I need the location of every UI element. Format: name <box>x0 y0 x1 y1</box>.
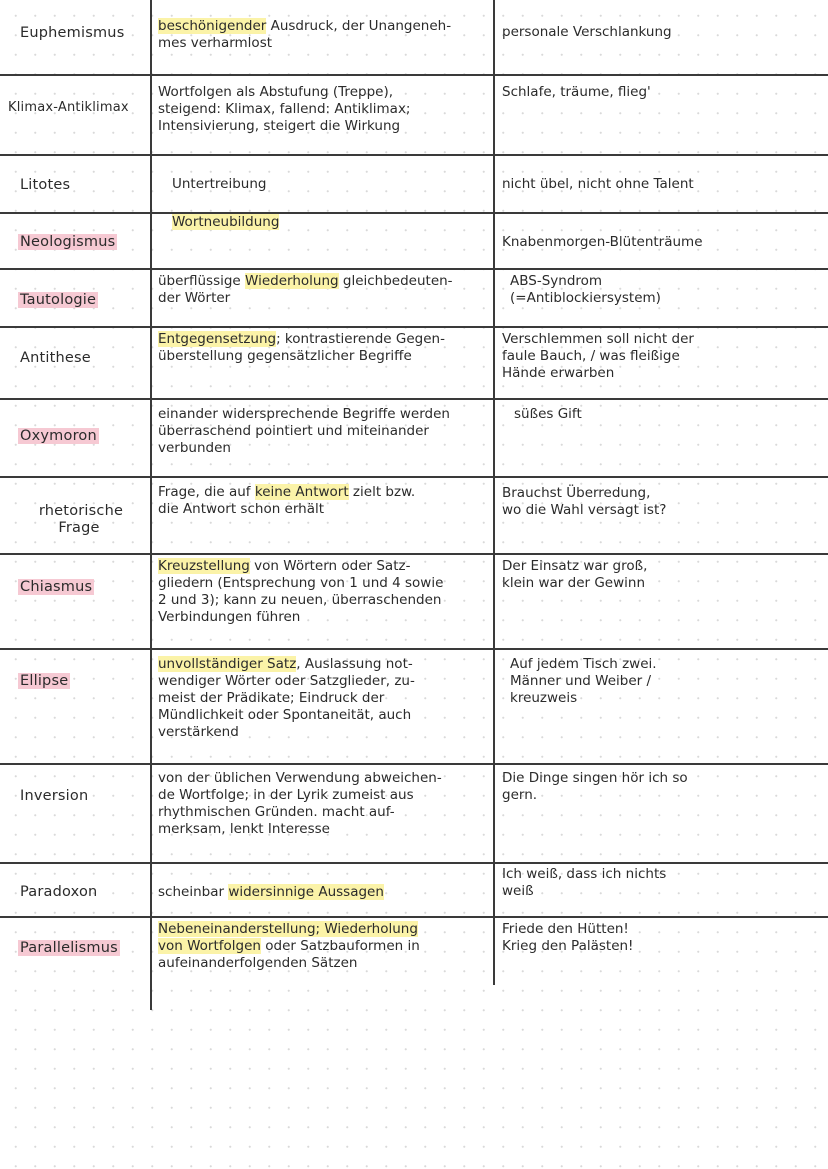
definition-highlight: Wortneubildung <box>172 214 280 230</box>
term-cell <box>18 234 152 251</box>
term-label: Chiasmus <box>20 579 93 595</box>
definition-highlight: Nebeneinanderstellung; Wiederholung von Wortfolgen <box>158 921 418 954</box>
definition-cell <box>158 656 492 741</box>
definition-text: zielt bzw. die Antwort schon erhält <box>158 484 416 517</box>
column-divider-2 <box>493 0 495 985</box>
definition-highlight: widersinnige Aussagen <box>228 884 384 900</box>
example-cell: Die Dinge singen hör ich so gern. <box>502 770 688 803</box>
definition-cell <box>158 331 492 365</box>
term-cell <box>18 673 152 690</box>
definition-cell <box>158 273 492 307</box>
term-cell <box>18 177 152 194</box>
term-label: Neologismus <box>20 234 116 250</box>
definition-highlight: Wiederholung <box>245 273 339 289</box>
term-label: Parallelismus <box>20 940 118 956</box>
term-cell <box>18 25 152 42</box>
example-cell: Ich weiß, dass ich nichts weiß <box>502 866 667 899</box>
definition-cell <box>158 18 492 52</box>
definition-cell: Wortfolgen als Abstufung (Treppe), steigend: Klimax, fallend: Antiklimax; Intensivierung, steigert die Wirkung <box>158 84 411 134</box>
example-cell: Der Einsatz war groß, klein war der Gewinn <box>502 558 648 591</box>
term-label: rhetorische Frage <box>38 503 124 536</box>
example-cell: Schlafe, träume, flieg' <box>502 84 651 100</box>
row-divider <box>0 476 828 478</box>
term-cell <box>18 940 152 957</box>
row-divider <box>0 916 828 918</box>
row-divider <box>0 74 828 76</box>
definition-highlight: Entgegensetzung <box>158 331 277 347</box>
example-cell: Knabenmorgen-Blütenträume <box>502 234 703 250</box>
definition-cell <box>172 214 506 231</box>
term-cell <box>6 99 156 116</box>
definition-text: , Auslassung not- wendiger Wörter oder Satzglieder, zu- meist der Prädikate; Eindruck der Mündlichkeit oder Spontaneität, auch verstärkend <box>158 656 415 740</box>
term-label: Litotes <box>20 177 71 193</box>
definition-cell <box>158 558 492 626</box>
term-cell <box>20 503 140 537</box>
example-cell: nicht übel, nicht ohne Talent <box>502 176 694 192</box>
definition-text-pre: Frage, die auf <box>158 484 255 500</box>
definition-text: gleichbedeuten- der Wörter <box>158 273 453 306</box>
definition-text: oder Satzbauformen in aufeinanderfolgenden Sätzen <box>158 938 420 971</box>
term-cell <box>18 350 152 367</box>
term-cell <box>18 292 152 309</box>
term-label: Euphemismus <box>20 25 125 41</box>
term-label: Inversion <box>20 788 89 804</box>
term-cell <box>18 884 152 901</box>
definition-cell: Untertreibung <box>172 176 267 192</box>
definition-highlight: unvollständiger Satz <box>158 656 297 672</box>
definition-text-pre: überflüssige <box>158 273 246 289</box>
term-label: Antithese <box>20 350 91 366</box>
definition-cell: von der üblichen Verwendung abweichen- de Wortfolge; in der Lyrik zumeist aus rhythmischen Gründen. macht auf- merksam, lenkt Interesse <box>158 770 442 837</box>
example-cell: Verschlemmen soll nicht der faule Bauch, / was fleißige Hände erwarben <box>502 331 694 381</box>
term-cell <box>18 428 152 445</box>
definition-highlight: Kreuzstellung <box>158 558 250 574</box>
example-cell: ABS-Syndrom (=Antiblockiersystem) <box>510 273 661 306</box>
definition-highlight: keine Antwort <box>254 484 349 500</box>
row-divider <box>0 553 828 555</box>
term-label: Tautologie <box>20 292 97 308</box>
term-label: Klimax-Antiklimax <box>8 100 129 115</box>
example-cell: Brauchst Überredung, wo die Wahl versagt ist? <box>502 485 667 518</box>
example-cell: süßes Gift <box>514 406 582 422</box>
term-label: Oxymoron <box>20 428 97 444</box>
row-divider <box>0 648 828 650</box>
example-cell: Friede den Hütten! Krieg den Palästen! <box>502 921 634 954</box>
example-cell: personale Verschlankung <box>502 24 672 40</box>
row-divider <box>0 326 828 328</box>
row-divider <box>0 268 828 270</box>
term-label: Paradoxon <box>20 884 98 900</box>
definition-cell: einander widersprechende Begriffe werden überraschend pointiert und miteinander verbunden <box>158 406 450 456</box>
definition-highlight: beschönigender <box>158 18 267 34</box>
example-cell: Auf jedem Tisch zwei. Männer und Weiber / kreuzweis <box>510 656 657 706</box>
column-divider-1 <box>150 0 152 1010</box>
row-divider <box>0 862 828 864</box>
definition-text: ; kontrastierende Gegen- überstellung gegensätzlicher Begriffe <box>158 331 445 364</box>
term-cell <box>18 788 152 805</box>
definition-text-pre: scheinbar <box>158 884 229 900</box>
definition-text: Ausdruck, der Unangeneh- mes verharmlost <box>158 18 452 51</box>
row-divider <box>0 398 828 400</box>
row-divider <box>0 154 828 156</box>
term-label: Ellipse <box>20 673 69 689</box>
term-cell <box>18 579 152 596</box>
definition-cell <box>158 921 492 972</box>
definition-cell <box>158 484 492 518</box>
definition-cell <box>158 884 492 901</box>
row-divider <box>0 763 828 765</box>
definition-text: von Wörtern oder Satz- gliedern (Entsprechung von 1 und 4 sowie 2 und 3); kann zu neuen, überraschenden Verbindungen führen <box>158 558 444 625</box>
